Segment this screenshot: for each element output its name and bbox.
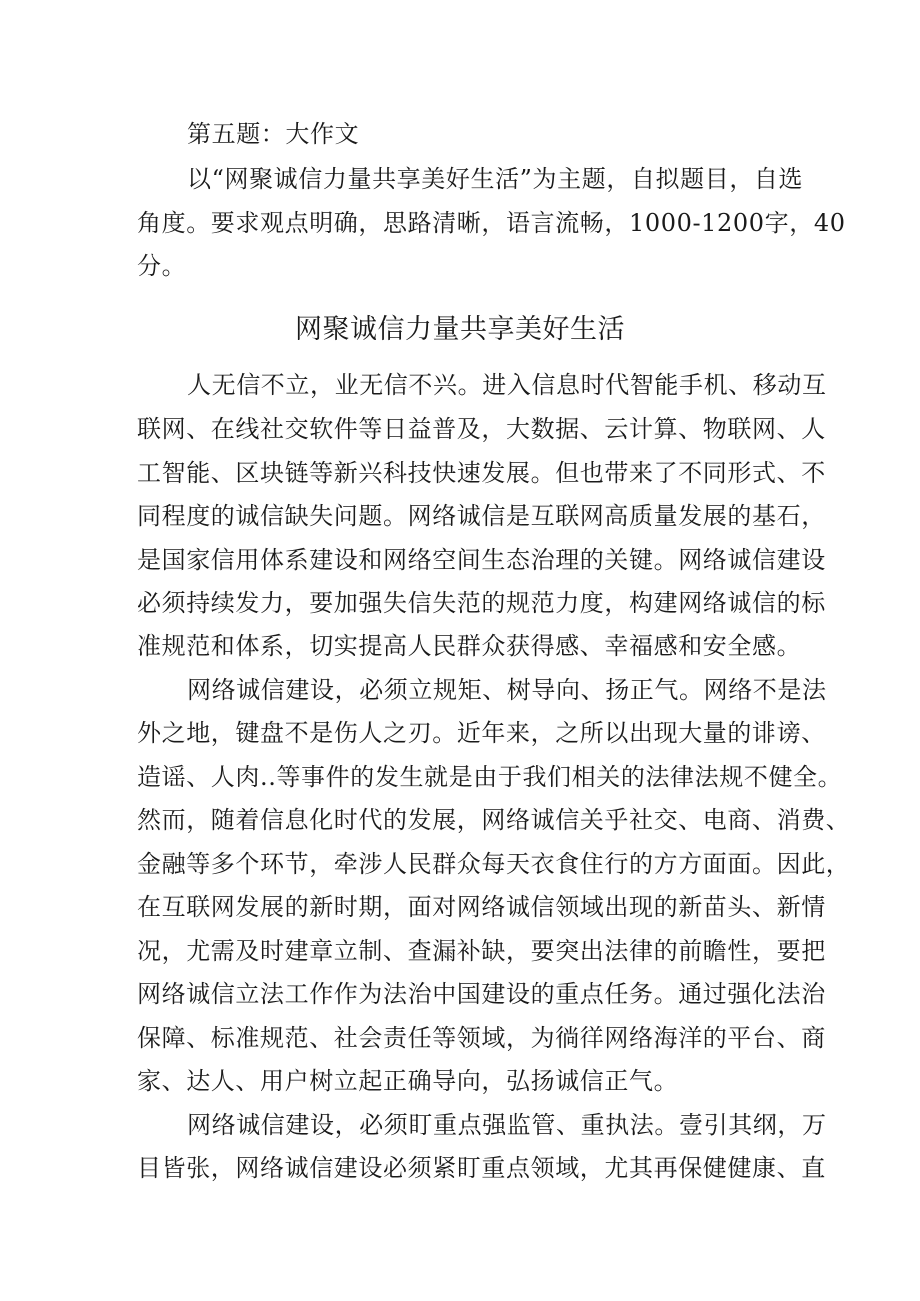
paragraph-3-line: 目皆张，网络诚信建设必须紧盯重点领域，尤其再保健健康、直	[137, 1154, 826, 1182]
question-heading: 第五题：大作文	[187, 120, 360, 148]
paragraph-1-line: 人无信不立，业无信不兴。进入信息时代智能手机、移动互	[187, 371, 827, 399]
paragraph-2-line: 网络诚信建设，必须立规矩、树导向、扬正气。网络不是法	[187, 676, 827, 704]
paragraph-1-line: 工智能、区块链等新兴科技快速发展。但也带来了不同形式、不	[137, 459, 826, 487]
paragraph-2-line: 家、达人、用户树立起正确导向，弘扬诚信正气。	[137, 1067, 679, 1095]
paragraph-1-line: 同程度的诚信缺失问题。网络诚信是互联网高质量发展的基石，	[137, 502, 826, 530]
paragraph-3-line: 网络诚信建设，必须盯重点强监管、重执法。壹引其纲，万	[187, 1111, 827, 1139]
paragraph-2-line: 外之地，键盘不是伤人之刃。近年来，之所以出现大量的诽谤、	[137, 719, 826, 747]
paragraph-1-line: 准规范和体系，切实提高人民群众获得感、幸福感和安全感。	[137, 632, 802, 660]
paragraph-1-line: 是国家信用体系建设和网络空间生态治理的关键。网络诚信建设	[137, 546, 826, 574]
question-prompt-line-1: 以“网聚诚信力量共享美好生活”为主题，自拟题目，自选	[187, 165, 804, 193]
paragraph-2-line: 金融等多个环节，牵涉人民群众每天衣食住行的方方面面。因此，	[137, 850, 851, 878]
paragraph-2-line: 网络诚信立法工作作为法治中国建设的重点任务。通过强化法治	[137, 980, 826, 1008]
question-prompt-line-2: 角度。要求观点明确，思路清晰，语言流畅，1000-1200字，40	[137, 209, 846, 237]
paragraph-2-line: 在互联网发展的新时期，面对网络诚信领域出现的新苗头、新情	[137, 893, 826, 921]
essay-title: 网聚诚信力量共享美好生活	[295, 314, 625, 345]
paragraph-2-line: 况，尤需及时建章立制、查漏补缺，要突出法律的前瞻性，要把	[137, 937, 826, 965]
paragraph-1-line: 必须持续发力，要加强失信失范的规范力度，构建网络诚信的标	[137, 589, 826, 617]
question-prompt-line-3: 分。	[137, 252, 187, 280]
paragraph-1-line: 联网、在线社交软件等日益普及，大数据、云计算、物联网、人	[137, 415, 826, 443]
paragraph-2-line: 造谣、人肉..等事件的发生就是由于我们相关的法律法规不健全。	[137, 763, 843, 791]
paragraph-2-line: 保障、标准规范、社会责任等领域，为徜徉网络海洋的平台、商	[137, 1024, 826, 1052]
paragraph-2-line: 然而，随着信息化时代的发展，网络诚信关乎社交、电商、消费、	[137, 806, 851, 834]
